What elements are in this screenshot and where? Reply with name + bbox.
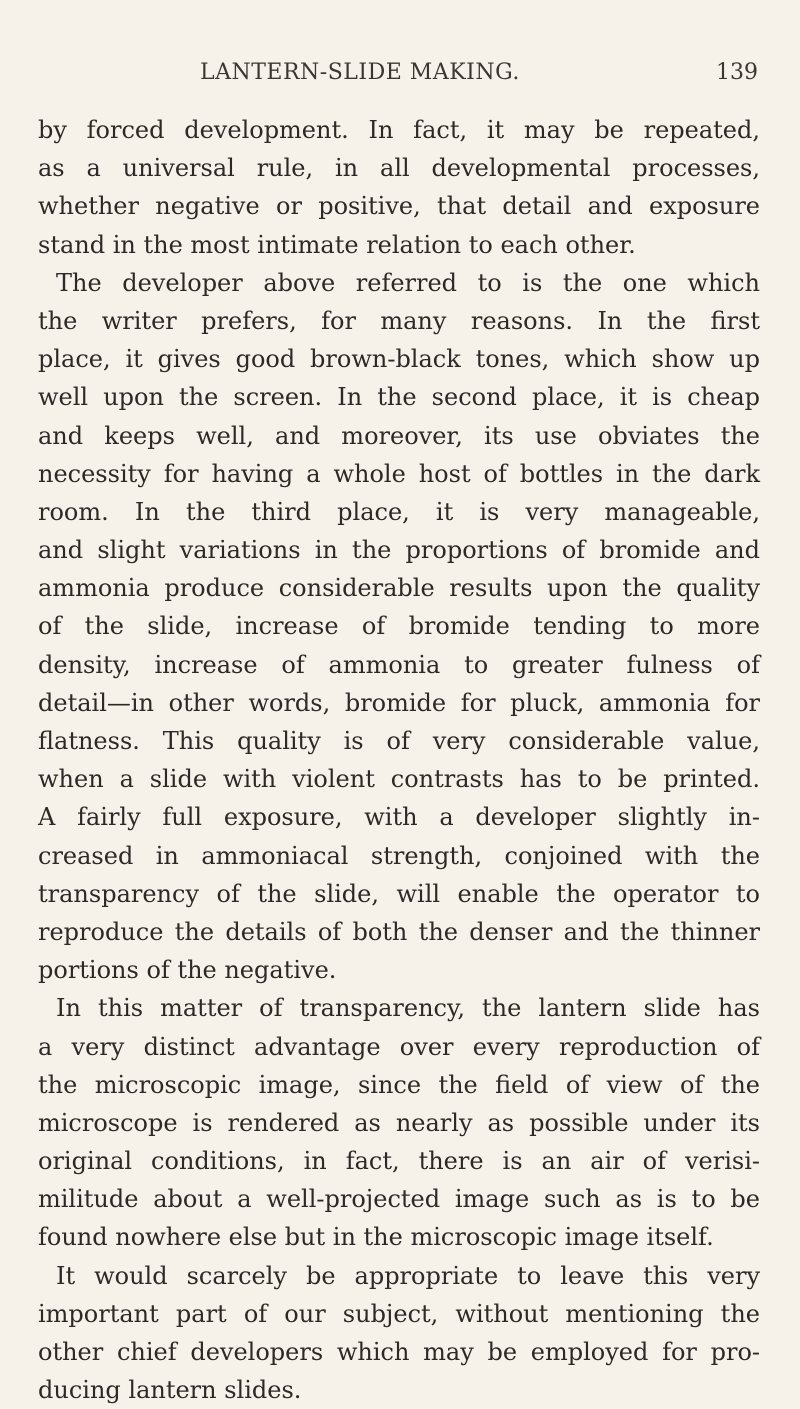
text-line: well upon the screen. In the second place, it is cheap <box>38 383 760 412</box>
page-number: 139 <box>716 60 758 85</box>
text-line: portions of the negative. <box>38 956 337 985</box>
text-line: reproduce the details of both the denser and the thinner <box>38 917 760 946</box>
text-line: as a universal rule, in all developmental processes, <box>38 154 760 183</box>
body-text <box>38 111 760 1409</box>
text-line: In this matter of transparency, the lantern slide has <box>56 994 760 1023</box>
text-line: density, increase of ammonia to greater fulness of <box>38 650 760 679</box>
running-title: LANTERN-SLIDE MAKING. <box>200 60 520 85</box>
text-line: detail—in other words, bromide for pluck, ammonia for <box>38 688 760 717</box>
page-header <box>0 60 800 90</box>
text-line: when a slide with violent contrasts has to be printed. <box>38 765 760 794</box>
text-line: by forced development. In fact, it may be repeated, <box>38 116 760 144</box>
text-line: and slight variations in the proportions of bromide and <box>38 536 760 565</box>
text-line: flatness. This quality is of very considerable value, <box>38 727 760 755</box>
text-line: ducing lantern slides. <box>38 1376 302 1405</box>
text-line: microscope is rendered as nearly as possible under its <box>38 1108 760 1137</box>
text-line: ammonia produce considerable results upon the quality <box>38 574 760 603</box>
text-line: original conditions, in fact, there is an air of verisi- <box>38 1147 760 1176</box>
text-line: found nowhere else but in the microscopic image itself. <box>38 1223 714 1252</box>
text-line: creased in ammoniacal strength, conjoined with the <box>38 841 760 870</box>
text-line: a very distinct advantage over every reproduction of <box>38 1032 760 1061</box>
text-line: militude about a well-projected image such as is to be <box>38 1185 760 1214</box>
text-line: It would scarcely be appropriate to leave this very <box>56 1261 760 1290</box>
text-line: place, it gives good brown-black tones, which show up <box>38 345 760 374</box>
text-line: important part of our subject, without mentioning the <box>38 1299 760 1328</box>
text-line: transparency of the slide, will enable the operator to <box>38 879 760 908</box>
text-line: The developer above referred to is the one which <box>56 268 760 297</box>
text-line: necessity for having a whole host of bottles in the dark <box>38 459 760 488</box>
text-line: the writer prefers, for many reasons. In the first <box>38 306 760 335</box>
text-line: other chief developers which may be employed for pro- <box>38 1338 760 1366</box>
text-line: and keeps well, and moreover, its use obviates the <box>38 421 760 450</box>
text-line: room. In the third place, it is very manageable, <box>38 497 760 526</box>
text-line: of the slide, increase of bromide tending to more <box>38 612 760 641</box>
text-line: the microscopic image, since the field of view of the <box>38 1070 760 1099</box>
text-line: A fairly full exposure, with a developer slightly in- <box>38 803 760 832</box>
text-line: whether negative or positive, that detail and exposure <box>38 192 760 221</box>
text-line: stand in the most intimate relation to each other. <box>38 230 636 259</box>
